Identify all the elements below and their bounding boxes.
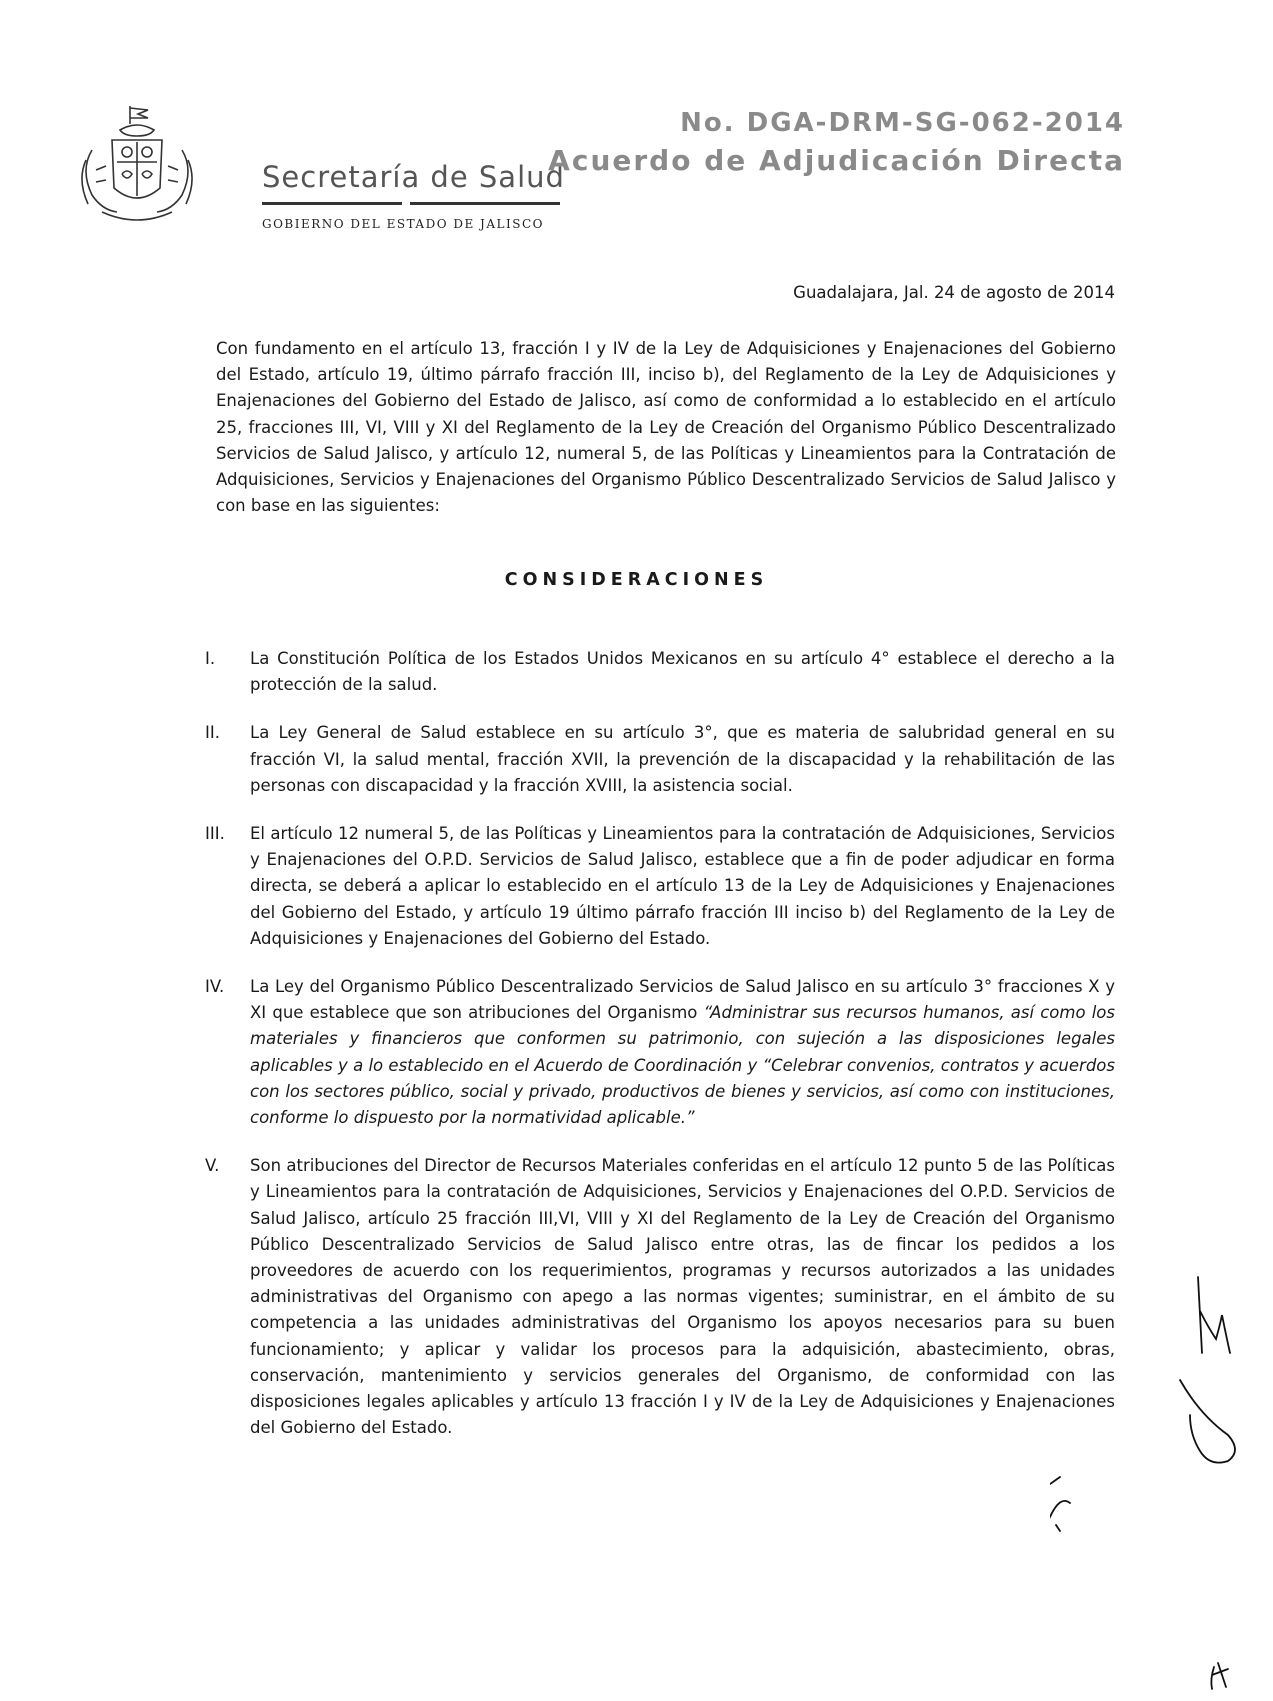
item-number: V. <box>205 1156 220 1176</box>
document-date: Guadalajara, Jal. 24 de agosto de 2014 <box>793 283 1115 302</box>
logo-subtitle: GOBIERNO DEL ESTADO DE JALISCO <box>262 217 544 231</box>
list-item <box>205 646 1115 698</box>
section-heading: CONSIDERACIONES <box>504 570 769 590</box>
item-text: La Ley General de Salud establece en su artículo 3°, que es materia de salubridad general en su fracción VI, la salud mental, fracción XVII, la prevención de la discapacidad y la rehabilitación de las personas con discapacidad y la fracción XVIII, la asistencia social. <box>250 723 1115 795</box>
item-text: La Constitución Política de los Estados Unidos Mexicanos en su artículo 4° establece el derecho a la protección de la salud. <box>250 649 1115 695</box>
item-text: El artículo 12 numeral 5, de las Políticas y Lineamientos para la contratación de Adquisiciones, Servicios y Enajenaciones del O.P.D. Servicios de Salud Jalisco, establece que a fin de poder adjudicar en forma directa, se deberá a aplicar lo establecido en el artículo 13 de la Ley de Adquisiciones y Enajenaciones del Gobierno del Estado, y artículo 19 último párrafo fracción III inciso b) del Reglamento de la Ley de Adquisiciones y Enajenaciones del Gobierno del Estado. <box>250 824 1115 948</box>
item-number: II. <box>205 723 220 743</box>
logo-title: Secretaría de Salud <box>262 160 565 194</box>
document-type: Acuerdo de Adjudicación Directa <box>548 144 1125 177</box>
intro-paragraph: Con fundamento en el artículo 13, fracción I y IV de la Ley de Adquisiciones y Enajenaciones del Gobierno del Estado, artículo 19, último párrafo fracción III, inciso b), del Reglamento de la Ley de Adquisiciones y Enajenaciones del Gobierno del Estado de Jalisco, así como de conformidad a lo establecido en el artículo 25, fracciones III, VI, VIII y XI del Reglamento de la Ley de Creación del Organismo Público Descentralizado Servicios de Salud Jalisco, y artículo 12, numeral 5, de las Políticas y Lineamientos para la Contratación de Adquisiciones, Servicios y Enajenaciones del Organismo Público Descentralizado Servicios de Salud Jalisco y con base en las siguientes: <box>216 339 1116 516</box>
list-item <box>205 1153 1115 1441</box>
item-number: IV. <box>205 977 225 997</box>
considerations-list <box>205 646 1115 1463</box>
list-item <box>205 821 1115 952</box>
item-number: III. <box>205 824 225 844</box>
item-text: Son atribuciones del Director de Recursos Materiales conferidas en el artículo 12 punto 5 de las Políticas y Lineamientos para la contratación de Adquisiciones, Servicios y Enajenaciones del O.P.D. Servicios de Salud Jalisco, artículo 25 fracción III,VI, VIII y XI del Reglamento de la Ley de Creación del Organismo Público Descentralizado Servicios de Salud Jalisco entre otras, las de fincar los pedidos a los proveedores de acuerdo con los requerimientos, programas y recursos autorizados a las unidades administrativas del Organismo con apego a las normas vigentes; suministrar, en el ámbito de su competencia a las unidades administrativas del Organismo los apoyos necesarios para su buen funcionamiento; y aplicar y validar los procesos para la adquisición, abastecimiento, obras, conservación, mantenimiento y servicios generales del Organismo, de conformidad con las disposiciones legales aplicables y artículo 13 fracción I y IV de la Ley de Adquisiciones y Enajenaciones del Gobierno del Estado. <box>250 1156 1115 1438</box>
logo-block <box>262 160 582 231</box>
item-number: I. <box>205 649 216 668</box>
list-item <box>205 720 1115 799</box>
document-number: No. DGA-DRM-SG-062-2014 <box>680 108 1125 138</box>
logo-rule <box>262 202 562 205</box>
item-text: La Ley del Organismo Público Descentralizado Servicios de Salud Jalisco en su artículo 3° fracciones X y XI que establece que son atribuciones del Organismo <box>250 977 1115 1023</box>
list-item <box>205 974 1115 1131</box>
item-quote: “Administrar sus recursos humanos, así como los materiales y financieros que conformen su patrimonio, con sujeción a las disposiciones legales aplicables y a lo establecido en el Acuerdo de Coordinación y “Celebrar convenios, contratos y acuerdos con los sectores público, social y privado, productivos de bienes y servicios, así como con instituciones, conforme lo dispuesto por la normatividad aplicable.” <box>250 1003 1115 1128</box>
coat-of-arms-icon <box>72 100 202 235</box>
